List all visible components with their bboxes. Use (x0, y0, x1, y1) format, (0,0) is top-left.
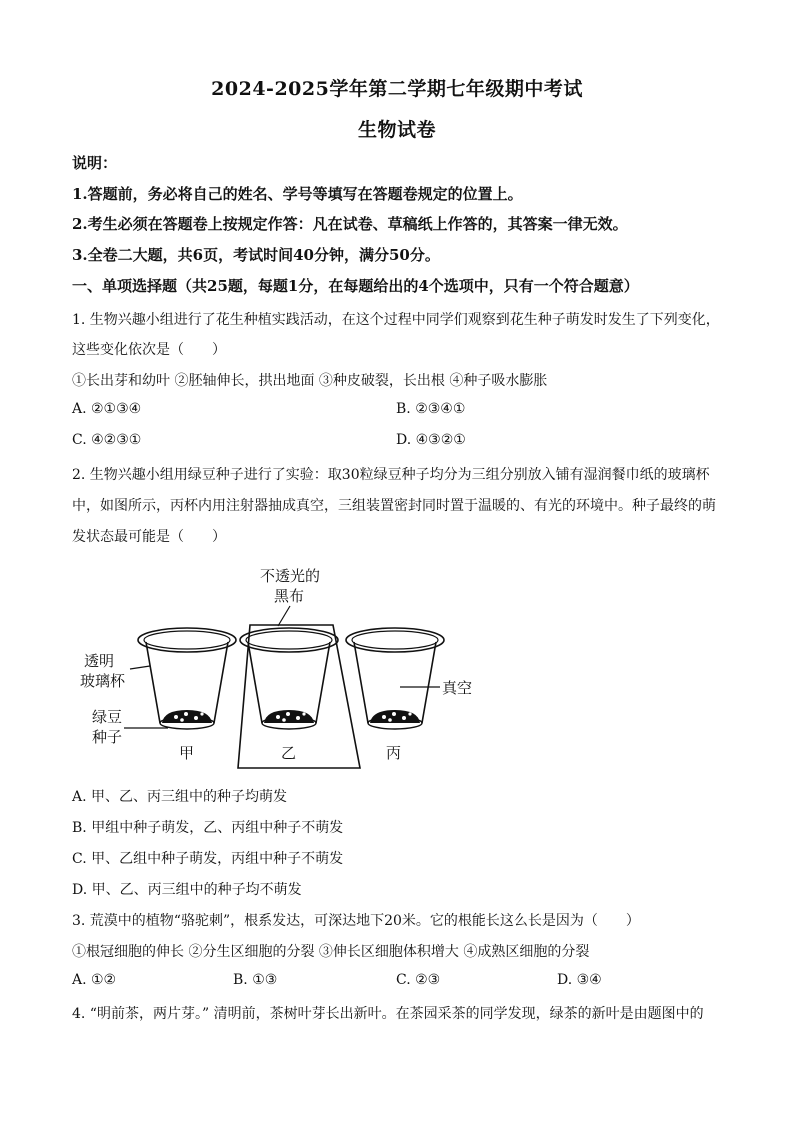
label-cloth-line1: 不透光的 (260, 567, 321, 585)
q4-stem: 4. “明前茶，两片芽。” 清明前，茶树叶芽长出新叶。在茶园采茶的同学发现，绿茶的新叶是由题图中的 (72, 1006, 704, 1022)
q2-option-c[interactable]: C. 甲、乙组中种子萌发，丙组中种子不萌发 (72, 851, 344, 867)
exam-subtitle: 生物试卷 (357, 119, 436, 141)
q1-option-c[interactable]: C. ④②③① (72, 432, 142, 448)
q3-option-d[interactable]: D. ③④ (557, 972, 602, 988)
q1-option-b[interactable]: B. ②③④① (396, 401, 466, 417)
seed-germination-figure (78, 560, 498, 775)
q3-option-a[interactable]: A. ①② (72, 972, 117, 988)
label-glass-line2: 玻璃杯 (80, 672, 126, 690)
q1-statements: ①长出芽和幼叶 ②胚轴伸长，拱出地面 ③种皮破裂，长出根 ④种子吸水膨胀 (72, 373, 548, 389)
q1-stem-line1: 1. 生物兴趣小组进行了花生种植实践活动，在这个过程中同学们观察到花生种子萌发时发生了下列变化， (72, 312, 720, 328)
label-seed-line1: 绿豆 (92, 708, 123, 726)
glass-pointer-line (130, 666, 150, 669)
cup-jia (138, 628, 236, 729)
q1-option-d[interactable]: D. ④③②① (396, 432, 466, 448)
q3-stem: 3. 荒漠中的植物“骆驼刺”，根系发达，可深达地下20米。它的根能长这么长是因为（ ） (72, 913, 640, 929)
cloth-pointer-line (278, 606, 290, 626)
cup-label-yi: 乙 (281, 744, 297, 762)
q2-stem-line2: 中，如图所示，丙杯内用注射器抽成真空，三组装置密封同时置于温暖的、有光的环境中。种子最终的萌 (72, 498, 716, 514)
label-cloth-line2: 黑布 (274, 587, 305, 605)
instructions-label: 说明： (72, 154, 118, 172)
exam-title: 2024-2025学年第二学期七年级期中考试 (211, 78, 583, 100)
q3-option-c[interactable]: C. ②③ (396, 972, 441, 988)
q2-option-b[interactable]: B. 甲组中种子萌发，乙、丙组中种子不萌发 (72, 820, 344, 836)
q3-option-b[interactable]: B. ①③ (233, 972, 278, 988)
section-heading: 一、单项选择题（共25题，每题1分，在每题给出的4个选项中，只有一个符合题意） (72, 277, 639, 295)
instruction-item-2: 2.考生必须在答题卷上按规定作答：凡在试卷、草稿纸上作答的，其答案一律无效。 (72, 215, 628, 233)
q2-option-a[interactable]: A. 甲、乙、丙三组中的种子均萌发 (72, 789, 288, 805)
q1-option-a[interactable]: A. ②①③④ (72, 401, 142, 417)
label-seed-line2: 种子 (92, 728, 123, 746)
label-glass-line1: 透明 (84, 652, 115, 670)
q3-statements: ①根冠细胞的伸长 ②分生区细胞的分裂 ③伸长区细胞体积增大 ④成熟区细胞的分裂 (72, 944, 590, 960)
cup-label-bing: 丙 (386, 744, 402, 762)
q2-stem-line1: 2. 生物兴趣小组用绿豆种子进行了实验：取30粒绿豆种子均分为三组分别放入铺有湿润餐巾纸的玻璃杯 (72, 467, 710, 483)
instruction-item-3: 3.全卷二大题，共6页，考试时间40分钟，满分50分。 (72, 246, 440, 264)
cup-label-jia: 甲 (179, 744, 195, 762)
q1-stem-line2: 这些变化依次是（ ） (72, 342, 226, 358)
cup-yi (240, 628, 338, 729)
label-vacuum: 真空 (442, 679, 473, 697)
cup-bing (346, 628, 444, 729)
instruction-item-1: 1.答题前，务必将自己的姓名、学号等填写在答题卷规定的位置上。 (72, 185, 523, 203)
q2-stem-line3: 发状态最可能是（ ） (72, 529, 226, 545)
q2-option-d[interactable]: D. 甲、乙、丙三组中的种子均不萌发 (72, 882, 302, 898)
